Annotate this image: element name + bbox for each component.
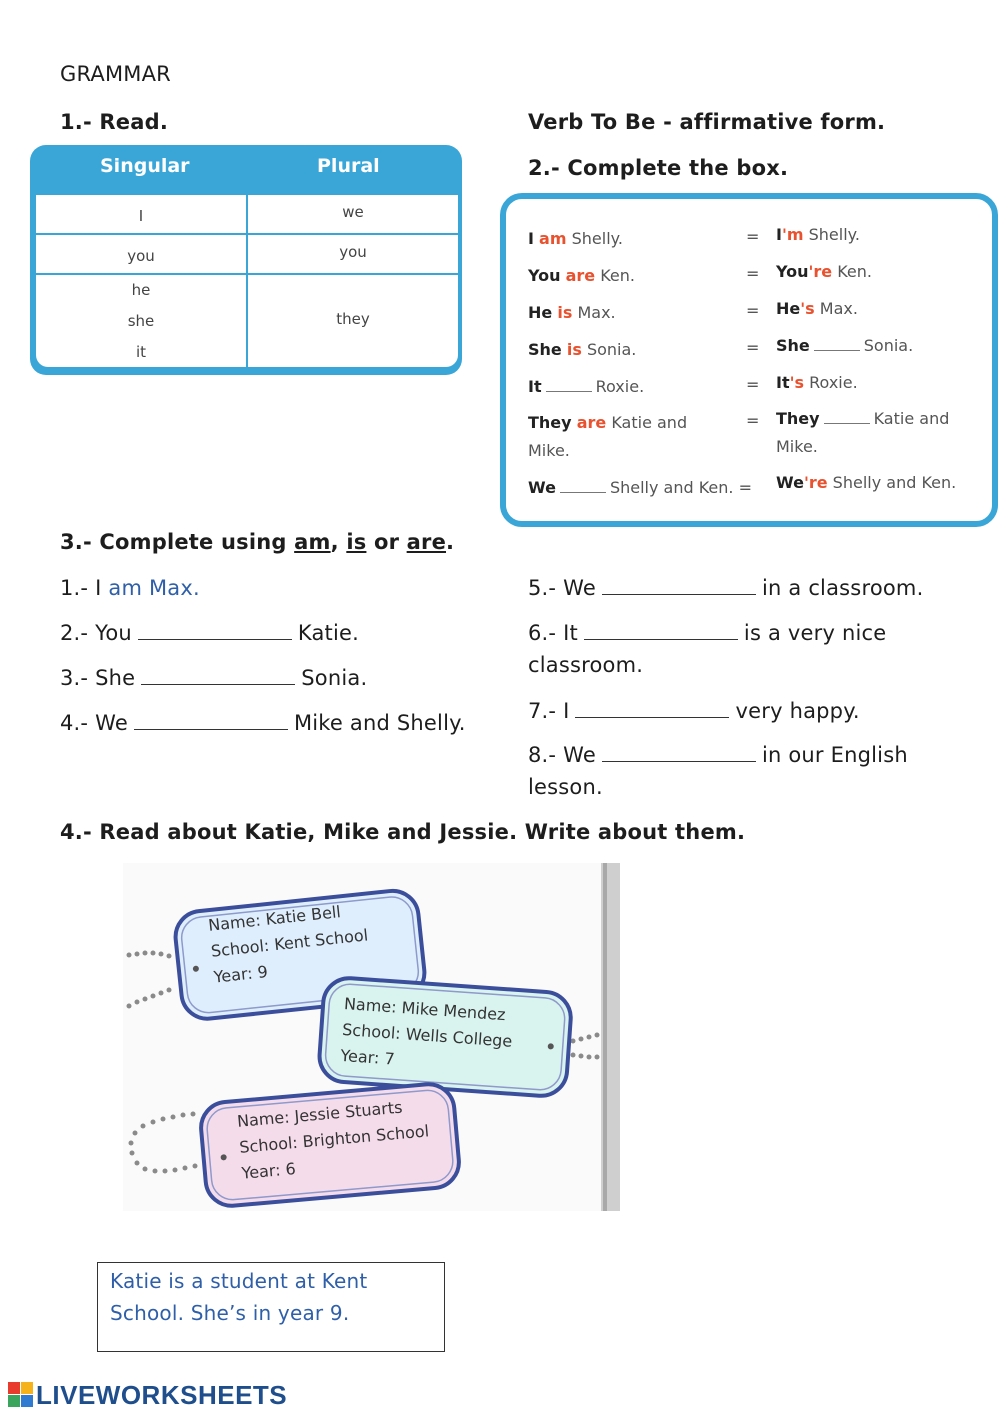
answer-blank[interactable] — [141, 668, 295, 685]
exercise-item-4: 4.- We Mike and Shelly. — [60, 711, 466, 735]
table-cell: it — [135, 343, 147, 361]
brand-logo — [8, 1382, 34, 1412]
answer-blank[interactable] — [575, 701, 729, 718]
exercise-item-8: 8.- We in our English — [528, 743, 908, 767]
table-cell: he — [131, 281, 151, 299]
table-cell: you — [339, 243, 367, 261]
exercise-item-6: 6.- It is a very nice — [528, 621, 887, 645]
section2-title: 2.- Complete the box. — [528, 156, 789, 180]
example-answer-box[interactable] — [97, 1262, 445, 1352]
answer-blank[interactable] — [602, 745, 756, 762]
answer-blank[interactable] — [584, 623, 738, 640]
table-cell: they — [336, 310, 370, 328]
table-cell: you — [127, 247, 155, 265]
brand-name: LIVEWORKSHEETS — [36, 1380, 288, 1410]
answer-line-2: School. She’s in year 9. — [110, 1301, 350, 1325]
section1-title: 1.- Read. — [60, 110, 169, 134]
exercise-item-8-cont: lesson. — [528, 775, 603, 799]
tag-mike-text: Name: Mike Mendez School: Wells College Year: 7 — [339, 993, 513, 1069]
fill-blank[interactable] — [814, 338, 860, 351]
exercise-item-2: 2.- You Katie. — [60, 621, 360, 645]
exercise-item-3: 3.- She Sonia. — [60, 666, 368, 690]
brand-logo-icon — [8, 1382, 34, 1408]
table-cell: I — [138, 207, 144, 225]
exercise-item-7: 7.- I very happy. — [528, 699, 860, 723]
section3-title: 3.- Complete using am, is or are. — [60, 530, 455, 554]
table-cell: we — [342, 203, 364, 221]
verb-to-be-box: I am Shelly. = I'm Shelly. You are Ken. = You're Ken. He is Max. = He's Max. She is Sonia. = She Sonia. It Roxie. = It's Roxie. They are Katie and Mike. = They Katie and Mike. We Shelly and Ken. = We're Shelly and Ken. — [500, 193, 998, 527]
answer-blank[interactable] — [134, 713, 288, 730]
name-tags-picture — [123, 863, 620, 1211]
fill-blank[interactable] — [560, 480, 606, 493]
binder-edge-shadow — [603, 863, 607, 1211]
answer-line-1: Katie is a student at Kent — [110, 1269, 368, 1293]
table-body — [36, 195, 458, 367]
section4-title: 4.- Read about Katie, Mike and Jessie. Write about them. — [60, 820, 746, 844]
answer-blank[interactable] — [138, 623, 292, 640]
fill-blank[interactable] — [546, 379, 592, 392]
fill-blank[interactable] — [824, 411, 870, 424]
exercise-item-6-cont: classroom. — [528, 653, 644, 677]
tag-jessie-text: Name: Jessie Stuarts School: Brighton School Year: 6 — [236, 1097, 430, 1183]
table-header-plural: Plural — [317, 155, 380, 177]
pronoun-table — [30, 145, 462, 375]
answer-blank[interactable] — [602, 578, 756, 595]
table-cell: she — [127, 312, 155, 330]
exercise-item-5: 5.- We in a classroom. — [528, 576, 924, 600]
table-header-singular: Singular — [100, 155, 190, 177]
page-heading: GRAMMAR — [60, 62, 171, 86]
exercise-item-1: 1.- I am Max. — [60, 576, 200, 600]
tag-katie-text: Name: Katie Bell School: Kent School Year: 9 — [207, 902, 369, 987]
section2-subtitle: Verb To Be - affirmative form. — [528, 110, 886, 134]
